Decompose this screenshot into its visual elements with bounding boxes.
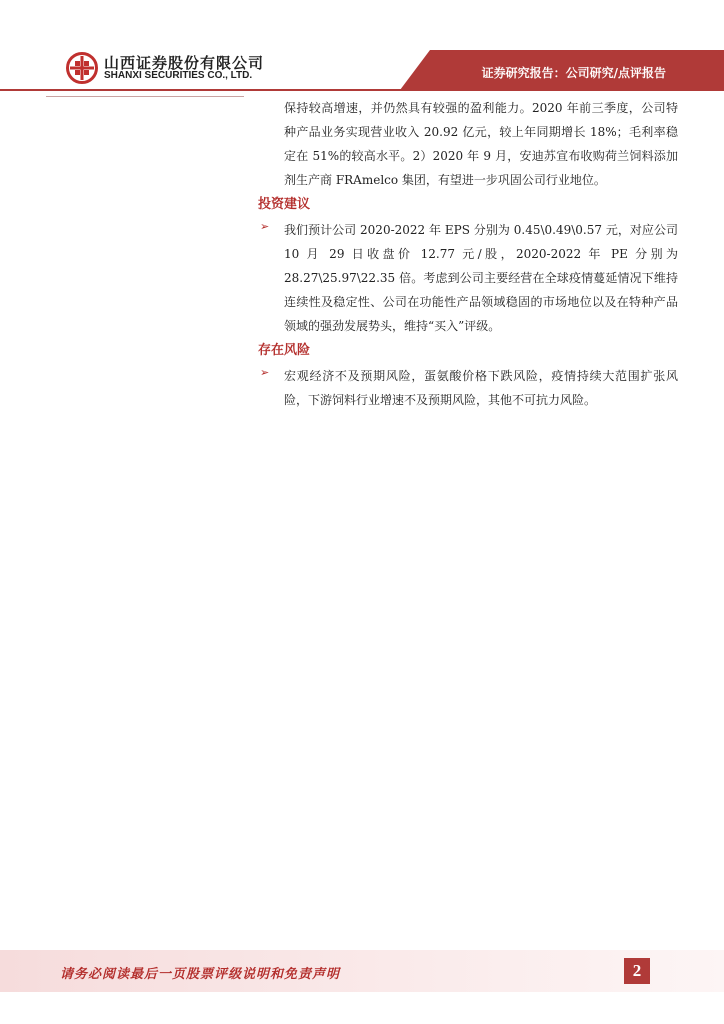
bullet-item	[258, 218, 678, 338]
report-content	[258, 96, 678, 412]
section-risks	[258, 338, 678, 412]
report-type-label: 证券研究报告：公司研究/点评报告	[481, 66, 666, 80]
left-column-rule	[46, 96, 244, 97]
bullet-text: 宏观经济不及预期风险，蛋氨酸价格下跌风险，疫情持续大范围扩张风险，下游饲料行业增速不及预期风险，其他不可抗力风险。	[284, 369, 678, 407]
shanxi-securities-logo-icon	[66, 52, 98, 84]
section-heading: 存在风险	[258, 343, 311, 358]
company-name-en: SHANXI SECURITIES CO., LTD.	[104, 70, 253, 81]
intro-paragraph: 保持较高增速，并仍然具有较强的盈利能力。2020 年前三季度，公司特种产品业务实现营业收入 20.92 亿元，较上年同期增长 18%；毛利率稳定在 51%的较高水平。2）2020 年 9 月，安迪苏宣布收购荷兰饲料添加剂生产商 FRAmelco 集团，有望进一步巩固公司行业地位。	[284, 101, 678, 187]
page-number: 2	[624, 958, 650, 984]
footer-disclaimer: 请务必阅读最后一页股票评级说明和免责声明	[60, 967, 341, 982]
bullet-item	[258, 364, 678, 412]
section-heading: 投资建议	[258, 197, 311, 212]
arrow-bullet-icon: ➢	[260, 220, 270, 233]
header-divider	[0, 89, 724, 91]
arrow-bullet-icon: ➢	[260, 366, 270, 379]
bullet-text: 我们预计公司 2020-2022 年 EPS 分别为 0.45\0.49\0.57 元，对应公司 10 月 29 日收盘价 12.77 元/股，2020-2022 年 PE 分别为 28.27\25.97\22.35 倍。考虑到公司主要经营在全球疫情蔓延情况下维持连续性及稳定性、公司在功能性产品领域稳固的市场地位以及在特种产品领域的强劲发展势头，维持“买入”评级。	[284, 223, 678, 333]
section-investment-advice	[258, 192, 678, 338]
company-name-cn: 山西证券股份有限公司	[104, 54, 265, 72]
